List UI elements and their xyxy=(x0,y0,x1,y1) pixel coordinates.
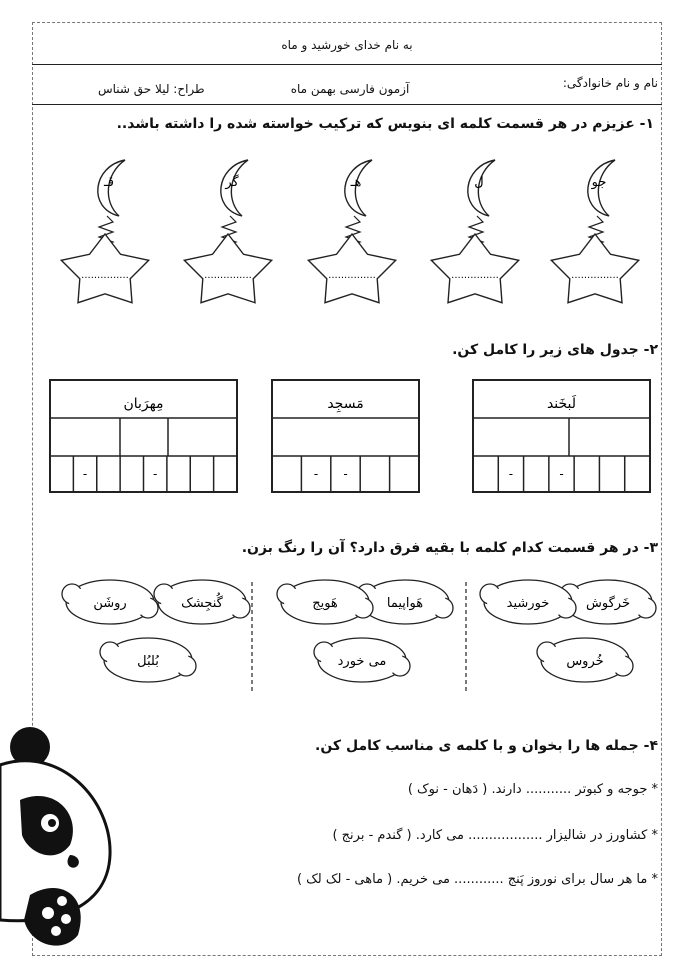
star-answer-blank: ............... xyxy=(451,270,499,281)
cloud-word: هَویج xyxy=(312,596,338,611)
cloud-word: خورشید xyxy=(506,596,550,611)
moon-letters: گر xyxy=(225,175,239,190)
q4-sentence-3: * ما هر سال برای نوروز پَنج ............ می خریم. ( ماهی - لک لک ) xyxy=(296,872,658,887)
dash-mark: - xyxy=(313,467,319,481)
syllable-table xyxy=(473,380,650,492)
cloud-word: خُروس xyxy=(566,654,604,669)
dash-mark: - xyxy=(343,467,348,481)
cloud-word: بُلبُل xyxy=(137,654,159,669)
star-answer-blank: ............... xyxy=(571,270,619,281)
star-icon xyxy=(308,234,395,303)
q4-sentence-1: * جوجه و کبوتر ........... دارند. ( دَهان - نوک ) xyxy=(407,782,658,797)
cloud-word: گُنجِشک xyxy=(181,596,223,611)
cloud-word: روشَن xyxy=(93,596,127,611)
q3-clouds xyxy=(0,560,698,700)
word-cloud[interactable] xyxy=(537,638,633,682)
word-cloud[interactable] xyxy=(154,580,250,624)
dash-mark: - xyxy=(508,467,514,481)
word-cloud[interactable] xyxy=(480,580,576,624)
dash-mark: - xyxy=(153,467,158,481)
moon-star-item xyxy=(431,160,518,303)
moon-star-item xyxy=(308,160,395,303)
q2-tables xyxy=(0,370,698,500)
star-icon xyxy=(551,234,638,303)
word-cloud[interactable] xyxy=(277,580,373,624)
table-word: لَبخَند xyxy=(546,396,577,412)
star-answer-blank: ............... xyxy=(81,270,129,281)
q4-sentence-2: * کشاورز در شالیزار .................. می کارد. ( گندم - برنج ) xyxy=(332,828,658,843)
exam-title: آزمون فارسی بهمن ماه xyxy=(290,82,410,96)
basmala: به نام خدای خورشید و ماه xyxy=(281,38,413,52)
star-icon xyxy=(184,234,271,303)
moon-letters: ل xyxy=(474,175,484,190)
dash-mark: - xyxy=(82,467,88,481)
cloud-word: خَرگوش xyxy=(586,596,630,611)
moon-letters: قـ xyxy=(103,175,115,190)
moon-star-item xyxy=(61,160,148,303)
dash-mark: - xyxy=(559,467,564,481)
star-icon xyxy=(61,234,148,303)
word-cloud[interactable] xyxy=(314,638,410,682)
moon-star-item xyxy=(184,160,271,303)
cloud-word: هَواپیما xyxy=(386,596,424,611)
panda-illustration xyxy=(0,705,130,955)
designer-name: طراح: لیلا حق شناس xyxy=(98,82,205,96)
header-bottom-divider xyxy=(32,104,662,105)
syllable-table xyxy=(50,380,237,492)
header-divider xyxy=(32,64,662,65)
table-word: مَسجِد xyxy=(327,396,364,412)
moon-star-item xyxy=(551,160,638,303)
star-answer-blank: ............... xyxy=(328,270,376,281)
word-cloud[interactable] xyxy=(62,580,158,624)
q2-instruction: ۲- جدول های زیر را کامل کن. xyxy=(452,342,658,358)
star-answer-blank: ............... xyxy=(204,270,252,281)
q1-instruction: ۱- عزیزم در هر قسمت کلمه ای بنویس که ترکیب خواسته شده را داشته باشد.. xyxy=(116,116,654,132)
q1-moons-stars xyxy=(0,130,698,310)
syllable-table xyxy=(272,380,419,492)
student-name-label: نام و نام خانوادگی: xyxy=(562,76,658,90)
moon-letters: هـ xyxy=(350,175,362,190)
word-cloud[interactable] xyxy=(100,638,196,682)
moon-letters: جو xyxy=(591,175,607,190)
star-icon xyxy=(431,234,518,303)
q3-instruction: ۳- در هر قسمت کدام کلمه با بقیه فرق دارد؟ آن را رنگ بزن. xyxy=(241,540,658,556)
q4-instruction: ۴- جمله ها را بخوان و با کلمه ی مناسب کامل کن. xyxy=(315,738,658,754)
table-word: مِهرَبان xyxy=(123,396,164,412)
cloud-word: می خورد xyxy=(337,654,387,669)
